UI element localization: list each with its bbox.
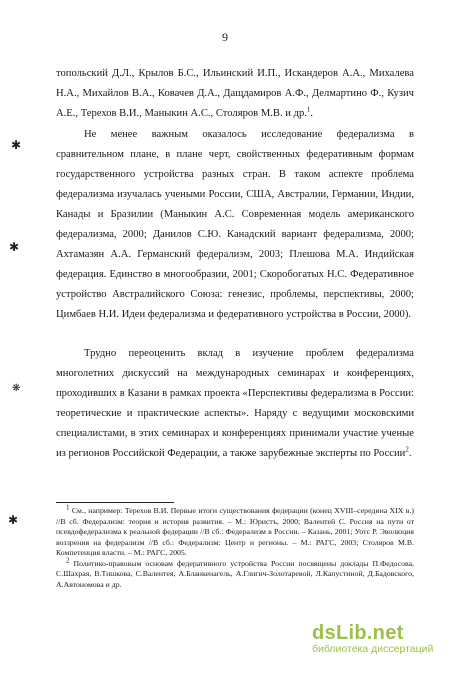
paragraph-3-end: . bbox=[408, 448, 412, 459]
watermark-logo: dsLib.net bbox=[312, 622, 404, 644]
paragraph-3-text: Трудно переоценить вклад в изучение проблем федерализма многолетних дискуссий на международных семинарах и конференциях, проходивших в Казани в рамках проекта «Перспективы федерализма в России: теоретические и практические аспекты». Наряду с ведущими московскими специалистами, в этих семинарах и конференциях принимали участие ученые из регионов Российской Федерации, а также зарубежные эксперты по России bbox=[56, 348, 414, 459]
binding-hole-mark: ✱ bbox=[9, 240, 20, 254]
binding-hole-mark: ❋ bbox=[12, 383, 21, 394]
paragraph-authors-list bbox=[56, 64, 414, 124]
binding-hole-mark: ✱ bbox=[8, 513, 19, 527]
page-number: 9 bbox=[222, 30, 228, 44]
paragraph-1-end: . bbox=[310, 108, 314, 119]
dslib-watermark bbox=[312, 622, 444, 655]
footnote-2-text: Политико-правовым основам федеративного устройства России посвящены доклады П.Федосова, С.Шахрая, В.Тишкова, С.Валентея, А.Бланкенагель, А.Глигич-Золотаревой, Л.Капустиной, Д.Бадовского, А.Автономова и др. bbox=[56, 558, 414, 589]
footnote-2-marker: 2 bbox=[66, 555, 70, 564]
footnote-2 bbox=[56, 555, 414, 591]
footnote-1-marker: 1 bbox=[66, 503, 70, 512]
footnote-divider bbox=[56, 502, 174, 503]
footnote-ref-1: 1 bbox=[306, 105, 311, 114]
watermark-subtitle: библиотека диссертаций bbox=[312, 643, 434, 655]
paragraph-comparative-study bbox=[56, 125, 414, 325]
footnotes bbox=[56, 503, 414, 590]
paragraph-2-text: Не менее важным оказалось исследование федерализма в сравнительном плане, в плане черт, свойственных федеративным формам государственного устройства разных стран. В таком аспекте проблема федерализма изучалась учеными России, США, Австралии, Германии, Индии, Канады и Бразилии (Маныкин А.С. Современная модель американского федерализма, 2000; Данилов С.Ю. Канадский вариант федерализма, 2000; Ахтамазян А.А. Германский федерализм, 2003; Плешова М.А. Индийская федерация. Единство в многообразии, 2001; Скоробогатых Н.С. Федеративное устройство Австралийского Союза: генезис, проблемы, перспективы, 2000; Цимбаев Н.И. Идеи федерализма и федеративного устройства в России, 2000). bbox=[56, 129, 414, 320]
binding-hole-mark: ✱ bbox=[11, 138, 22, 152]
footnote-ref-2: 2 bbox=[405, 445, 409, 454]
paragraph-1-text: топольский Д.Л., Крылов Б.С., Ильинский И.П., Искандеров А.А., Михалева Н.А., Михайлов В.А., Ковачев Д.А., Дащдамиров А.Ф., Делмартино Ф., Кузич А.Е., Терехов В.И., Маныкин А.С., Столяров М.В. и др. bbox=[56, 68, 414, 119]
footnote-1 bbox=[56, 503, 414, 559]
footnote-1-text: См., например: Терехов В.И. Первые итоги существования федерации (конец XVIII–середина XIX в.) //В сб. Федерализм: теория и история развития. – М.: Юристъ, 2000; Валентей С. Россия на пути от псевдофедерализма к реальной федерации //В сб.: Федерализм в России. – Казань, 2001; Уотс Р. Эволюция воззрения на федерализм //В сб.: Федерализм: Центр и регионы. – М.: РАГС, 2003; Столяров М.В. Компетенция власти. – М.: РАГС, 2005. bbox=[56, 506, 414, 557]
paragraph-kazan-seminars bbox=[56, 344, 414, 464]
